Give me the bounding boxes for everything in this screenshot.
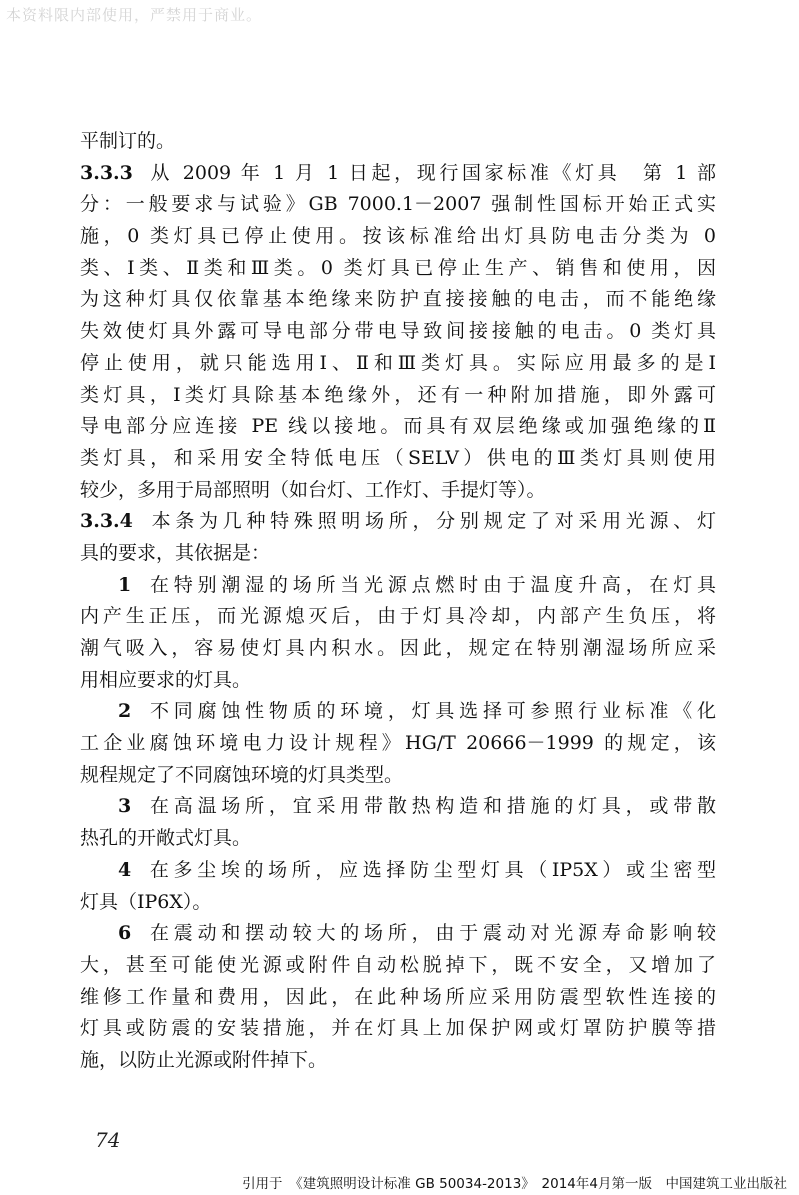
line-text: 具的要求，其依据是： [80, 541, 271, 564]
text-line [80, 253, 716, 285]
text-line [80, 411, 716, 443]
text-line [80, 665, 716, 697]
text-line [80, 538, 716, 570]
text-line [80, 189, 716, 221]
text-line [80, 284, 716, 316]
line-text: 类灯具，Ⅰ类灯具除基本绝缘外，还有一种附加措施，即外露可 [80, 383, 716, 406]
text-line [80, 443, 716, 475]
text-line [80, 1013, 716, 1045]
line-text: 潮气吸入，容易使灯具内积水。因此，规定在特别潮湿场所应采 [80, 637, 716, 659]
line-text: 本条为几种特殊照明场所，分别规定了对采用光源、灯 [146, 510, 716, 533]
line-text: 为这种灯具仅依靠基本绝缘来防护直接接触的电击，而不能绝缘 [80, 288, 716, 311]
page-number: 74 [95, 1128, 121, 1152]
line-text: 从 2009 年 1 月 1 日起，现行国家标准《灯具 第 1 部 [146, 161, 716, 184]
line-text: 类灯具，和采用安全特低电压（SELV）供电的Ⅲ类灯具则使用 [80, 446, 716, 469]
text-line [80, 633, 716, 665]
line-text: 规程规定了不同腐蚀环境的灯具类型。 [80, 763, 404, 786]
line-text: 内产生正压，而光源熄灭后，由于灯具冷却，内部产生负压，将 [80, 605, 716, 628]
item-number: 3 [118, 795, 132, 818]
line-text: 施，以防止光源或附件掉下。 [80, 1048, 328, 1071]
line-text: 工企业腐蚀环境电力设计规程》HG/T 20666－1999 的规定，该 [80, 732, 716, 755]
text-line [80, 950, 716, 982]
item-number: 4 [118, 858, 132, 881]
text-line [80, 696, 716, 728]
line-text: 在高温场所，宜采用带散热构造和措施的灯具，或带散 [145, 795, 716, 818]
watermark: 本资料限内部使用，严禁用于商业。 [6, 6, 263, 24]
text-line [80, 126, 716, 158]
line-text: 用相应要求的灯具。 [80, 668, 252, 691]
citation-footer: 引用于 《建筑照明设计标准 GB 50034-2013》 2014年4月第一版 中国建筑工业出版社 [242, 1176, 787, 1192]
line-text: 热孔的开敞式灯具。 [80, 827, 252, 850]
line-text: 分：一般要求与试验》GB 7000.1－2007 强制性国标开始正式实 [80, 193, 716, 216]
text-line [80, 728, 716, 760]
text-line [80, 570, 716, 602]
text-line [80, 918, 716, 950]
line-text: 导电部分应连接 PE 线以接地。而具有双层绝缘或加强绝缘的Ⅱ [80, 415, 716, 438]
line-text: 施，0 类灯具已停止使用。按该标准给出灯具防电击分类为 0 [80, 225, 716, 248]
line-text: 停止使用，就只能选用Ⅰ、Ⅱ和Ⅲ类灯具。实际应用最多的是Ⅰ [80, 351, 716, 374]
line-text: 灯具（IP6X）。 [80, 890, 212, 913]
clause-number: 3.3.3 [80, 161, 133, 184]
text-line [80, 221, 716, 253]
line-text: 失效使灯具外露可导电部分带电导致间接接触的电击。0 类灯具 [80, 320, 716, 343]
text-line [80, 475, 716, 507]
line-text: 类、Ⅰ类、Ⅱ类和Ⅲ类。0 类灯具已停止生产、销售和使用，因 [80, 256, 716, 279]
line-text: 大，甚至可能使光源或附件自动松脱掉下，既不安全，又增加了 [80, 953, 716, 976]
line-text: 在特别潮湿的场所当光源点燃时由于温度升高，在灯具 [145, 573, 716, 596]
text-line [80, 158, 716, 190]
item-number: 2 [118, 700, 132, 723]
line-text: 较少，多用于局部照明（如台灯、工作灯、手提灯等）。 [80, 478, 546, 501]
item-number: 1 [118, 573, 132, 596]
line-text: 维修工作量和费用，因此，在此种场所应采用防震型软性连接的 [80, 985, 716, 1008]
text-line [80, 1045, 716, 1077]
line-text: 在震动和摆动较大的场所，由于震动对光源寿命影响较 [145, 922, 716, 945]
text-line [80, 348, 716, 380]
text-line [80, 316, 716, 348]
text-line [80, 823, 716, 855]
text-line [80, 887, 716, 919]
text-line [80, 506, 716, 538]
line-text: 平制订的。 [80, 130, 176, 152]
text-line [80, 380, 716, 412]
item-number: 6 [118, 922, 132, 945]
text-line [80, 601, 716, 633]
text-line [80, 791, 716, 823]
line-text: 不同腐蚀性物质的环境，灯具选择可参照行业标准《化 [145, 700, 716, 723]
text-line [80, 982, 716, 1014]
line-text: 在多尘埃的场所，应选择防尘型灯具（IP5X）或尘密型 [145, 858, 716, 881]
document-body [80, 126, 716, 1077]
line-text: 灯具或防震的安装措施，并在灯具上加保护网或灯罩防护膜等措 [80, 1017, 716, 1040]
text-line [80, 855, 716, 887]
clause-number: 3.3.4 [80, 510, 133, 533]
text-line [80, 760, 716, 792]
